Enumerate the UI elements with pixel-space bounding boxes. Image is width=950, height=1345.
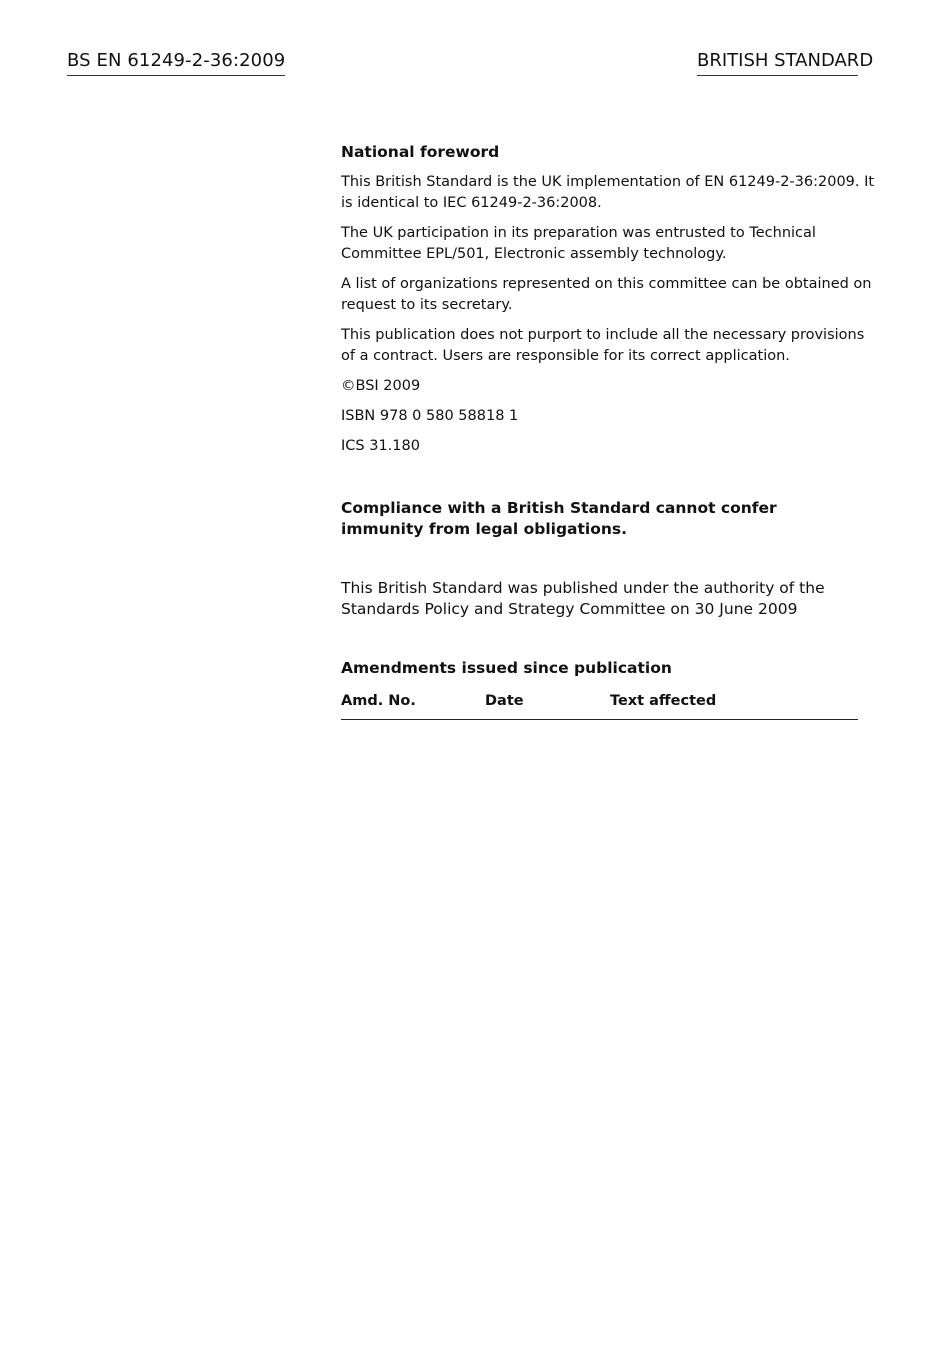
standard-type-label: BRITISH STANDARD [697, 50, 858, 76]
ics-line: ICS 31.180 [341, 438, 420, 454]
amendments-heading: Amendments issued since publication [341, 659, 672, 677]
column-amd-no: Amd. No. [341, 693, 416, 709]
copyright-line: ©BSI 2009 [341, 378, 421, 394]
foreword-paragraph: This publication does not purport to include all the necessary provisions of a contract. Users are responsible for its correct application. [341, 327, 865, 364]
amendments-table-header [341, 691, 858, 720]
document-id: BS EN 61249-2-36:2009 [67, 50, 285, 76]
authority-statement: This British Standard was published under the authority of the Standards Policy and Strategy Committee on 30 June 2009 [341, 579, 825, 618]
foreword-paragraph: A list of organizations represented on this committee can be obtained on request to its secretary. [341, 276, 872, 313]
foreword-heading: National foreword [341, 143, 500, 161]
isbn-line: ISBN 978 0 580 58818 1 [341, 408, 519, 424]
column-text-affected: Text affected [610, 693, 717, 709]
compliance-notice: Compliance with a British Standard cannot confer immunity from legal obligations. [341, 499, 777, 538]
foreword-paragraph: This British Standard is the UK implementation of EN 61249-2-36:2009. It is identical to IEC 61249-2-36:2008. [341, 174, 875, 211]
foreword-section [341, 142, 881, 720]
column-date: Date [485, 693, 524, 709]
foreword-paragraph: The UK participation in its preparation was entrusted to Technical Committee EPL/501, Electronic assembly technology. [341, 225, 816, 262]
